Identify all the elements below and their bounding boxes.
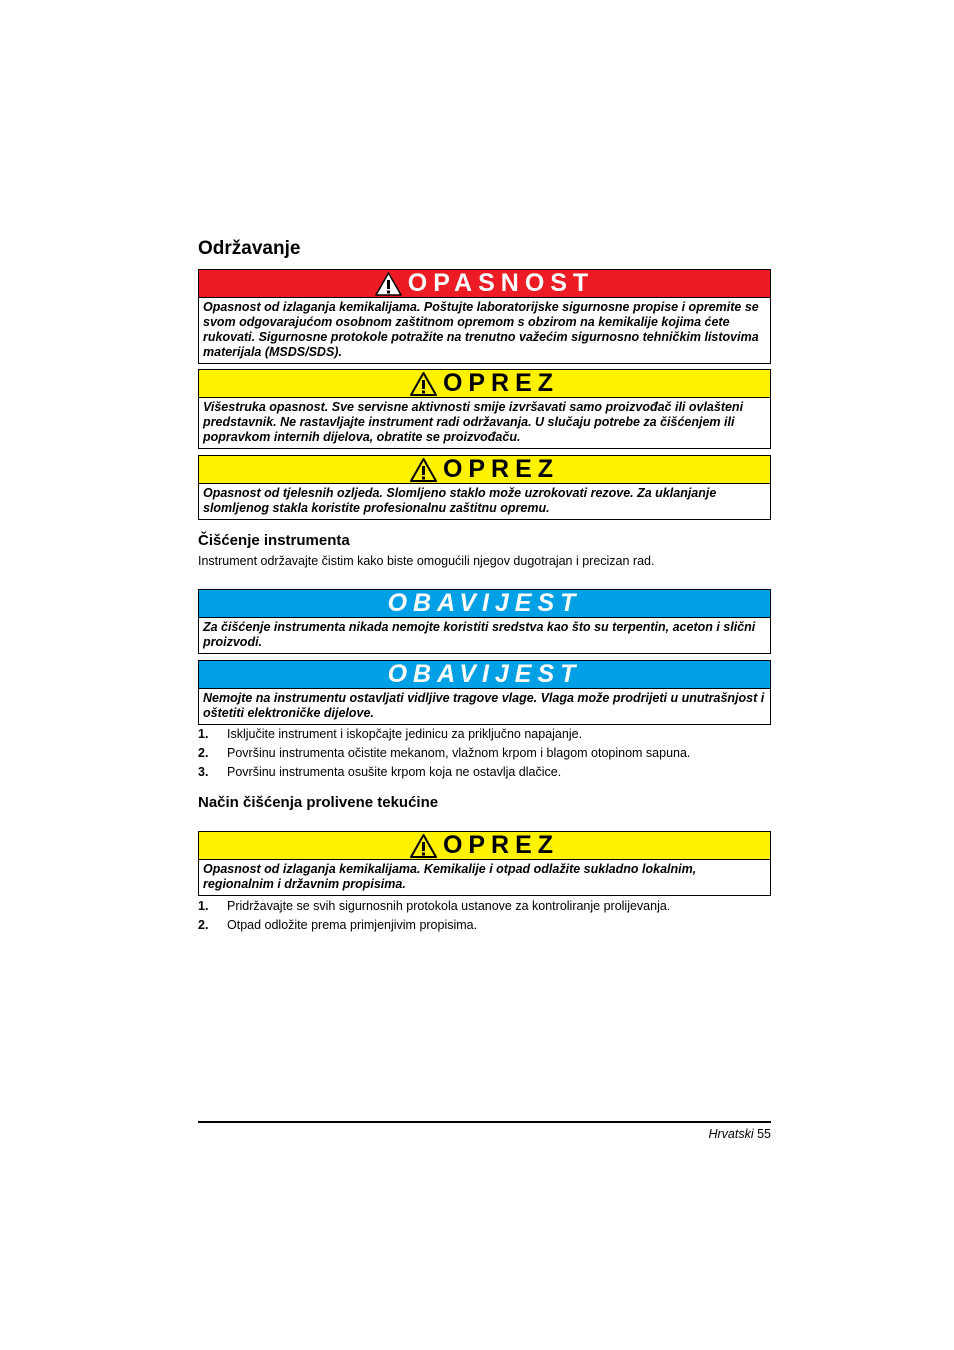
page-number: 55: [757, 1127, 771, 1141]
page-title: Održavanje: [198, 238, 301, 259]
cleaning-heading: Čišćenje instrumenta: [198, 532, 350, 549]
caution-header: [199, 370, 770, 398]
step-number: 3.: [198, 765, 209, 779]
caution-text: Opasnost od izlaganja kemikalijama. Kemikalije i otpad odlažite sukladno lokalnim, regionalnim i državnim propisima.: [203, 862, 697, 891]
notice-label: OBAVIJEST: [387, 589, 582, 617]
step-text: Pridržavajte se svih sigurnosnih protokola ustanove za kontroliranje prolijevanja.: [227, 899, 671, 913]
caution-text: Opasnost od tjelesnih ozljeda. Slomljeno staklo može uzrokovati rezove. Za uklanjanje slomljenog stakla koristite profesionalnu zaštitnu opremu.: [203, 486, 717, 515]
caution-label: OPREZ: [442, 369, 560, 397]
warning-triangle-icon: [375, 272, 402, 296]
footer-language: Hrvatski: [708, 1127, 754, 1141]
danger-notice: [198, 269, 771, 364]
footer-divider: [198, 1121, 771, 1123]
spill-heading: Način čišćenja prolivene tekućine: [198, 794, 439, 811]
danger-header: [199, 270, 770, 298]
step-number: 2.: [198, 746, 209, 760]
caution-text: Višestruka opasnost. Sve servisne aktivnosti smije izvršavati samo proizvođač ili ovlašteni predstavnik. Ne rastavljajte instrument radi održavanja. U slučaju potrebe za čišćenjem ili popravkom internih dijelova, obratite se proizvođaču.: [203, 400, 744, 444]
notice-header: [199, 590, 770, 618]
page-footer: [708, 1127, 771, 1141]
caution-label: OPREZ: [442, 455, 560, 483]
list-item: [198, 763, 771, 782]
danger-text: Opasnost od izlaganja kemikalijama. Poštujte laboratorijske sigurnosne propise i opremite se svom odgovarajućom osobnom zaštitnom opremom s obzirom na kemikalije kojima ćete rukovati. Sigurnosne protokole potražite na trenutno važećim sigurnosno tehničkim listovima materijala (MSDS/SDS).: [203, 300, 759, 359]
step-text: Površinu instrumenta očistite mekanom, vlažnom krpom i blagom otopinom sapuna.: [227, 746, 691, 760]
caution-header: [199, 456, 770, 484]
step-number: 2.: [198, 918, 209, 932]
step-text: Površinu instrumenta osušite krpom koja ne ostavlja dlačice.: [227, 765, 562, 779]
danger-label: OPASNOST: [407, 269, 595, 297]
step-number: 1.: [198, 899, 209, 913]
notice-text: Za čišćenje instrumenta nikada nemojte koristiti sredstva kao što su terpentin, aceton i slični proizvodi.: [203, 620, 756, 649]
caution-header: [199, 832, 770, 860]
list-item: [198, 897, 771, 916]
notice-box: [198, 589, 771, 654]
notice-box: [198, 660, 771, 725]
warning-triangle-icon: [410, 372, 437, 396]
warning-triangle-icon: [410, 458, 437, 482]
cleaning-intro: Instrument održavajte čistim kako biste omogućili njegov dugotrajan i precizan rad.: [198, 554, 655, 568]
notice-header: [199, 661, 770, 689]
caution-notice: [198, 455, 771, 520]
caution-notice: [198, 831, 771, 896]
caution-notice: [198, 369, 771, 449]
list-item: [198, 916, 771, 935]
warning-triangle-icon: [410, 834, 437, 858]
step-number: 1.: [198, 727, 209, 741]
notice-text: Nemojte na instrumentu ostavljati vidljive tragove vlage. Vlaga može prodrijeti u unutrašnjost i oštetiti elektroničke dijelove.: [203, 691, 765, 720]
spill-steps: [198, 897, 771, 935]
notice-label: OBAVIJEST: [387, 660, 582, 688]
list-item: [198, 725, 771, 744]
step-text: Isključite instrument i iskopčajte jedinicu za priključno napajanje.: [227, 727, 583, 741]
caution-label: OPREZ: [442, 831, 560, 859]
list-item: [198, 744, 771, 763]
cleaning-steps: [198, 725, 771, 782]
step-text: Otpad odložite prema primjenjivim propisima.: [227, 918, 478, 932]
